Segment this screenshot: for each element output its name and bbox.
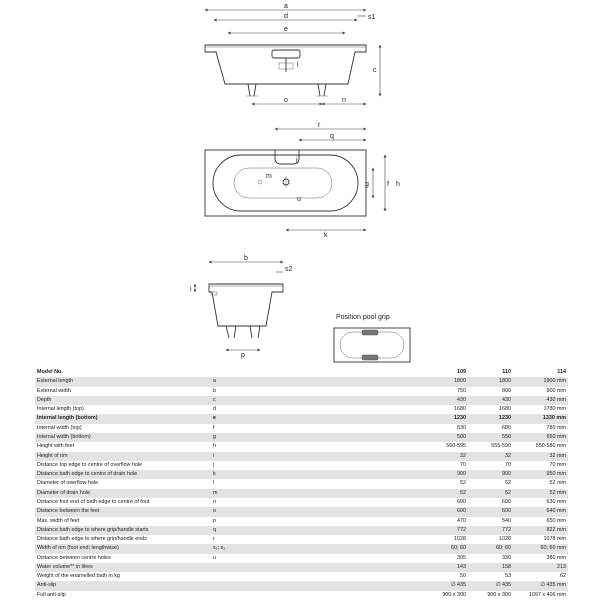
table-header-row [35,368,568,377]
table-row [35,479,568,488]
row-value-110: 70 [505,461,511,468]
row-value-109: 32 [411,452,468,461]
row-label: Height of rim [35,452,211,461]
row-label: Internal width (top) [37,424,82,431]
dim-r-label: r [318,122,321,129]
row-value-109: 52 [411,489,468,498]
row-symbol: l [213,480,215,487]
table-row [35,526,568,535]
row-value-114: 380 mm [546,554,566,561]
table-row [35,396,568,405]
dim-e-label: e [284,26,288,33]
row-value-114: 1330 mm [513,414,568,423]
table-row [35,405,568,414]
row-value-114: 62 [560,573,566,580]
row-value-110: 1680 [499,406,511,413]
table-row [35,387,568,396]
dim-n-label: n [342,97,346,104]
row-value-109: 52 [460,480,466,487]
table-row [35,554,568,563]
dim-s1-label: s1 [368,14,376,21]
row-value-114: 70 mm [549,461,566,468]
row-symbol: s₁; s₂ [211,544,411,553]
row-value-110: 1800 [468,377,513,386]
row-value-110: 430 [468,396,513,405]
row-symbol: c [211,396,411,405]
row-value-109: 1028 [454,536,466,543]
row-value-110: 600 [468,507,513,516]
header-label: Model No. [35,368,211,377]
row-label: Internal width (bottom) [35,433,211,442]
dim-l-label: l [297,62,299,69]
row-value-114: 1078 mm [543,536,566,543]
row-label: Anti-slip [35,581,211,590]
header-model-110: 110 [468,368,513,377]
row-value-114: 630 mm [546,498,566,505]
row-value-114: 60; 60 mm [513,544,568,553]
row-value-109: 600 [411,507,468,516]
top-view-drawing [205,122,400,239]
row-value-110: 772 [468,526,513,535]
row-value-110: 52 [468,489,513,498]
row-value-110: 52 [505,480,511,487]
row-value-114: 650 mm [513,433,568,442]
row-value-109: 500 [411,433,468,442]
table-row [35,563,568,572]
row-value-114: 1780 mm [543,406,566,413]
table-row [35,377,568,386]
row-symbol: h [213,443,216,450]
table-row [35,581,568,590]
row-value-109: 305 [457,554,466,561]
row-value-114: 52 mm [549,480,566,487]
dim-d-label: d [284,13,288,20]
row-value-114: 900 mm [546,387,566,394]
row-label: Weight of the enamelled bath in kg [37,573,120,580]
row-label: Distance between the feet [35,507,211,516]
row-value-110: 680 [502,424,511,431]
row-value-109: 60; 60 [411,544,468,553]
row-label: Distance bath edge to where grip/handle starts [35,526,211,535]
row-value-110: 330 [502,554,511,561]
row-value-109: 50 [460,573,466,580]
inset-title: Position pool grip [336,314,390,321]
row-symbol: r [213,536,215,543]
row-value-109: 430 [411,396,468,405]
dim-a-label: a [284,3,288,10]
row-value-109: 630 [457,424,466,431]
row-symbol: u [213,554,216,561]
row-symbol: g [211,433,411,442]
row-value-109: 1680 [454,406,466,413]
row-value-110: 540 [502,517,511,524]
row-value-109: ∅ 435 [411,581,468,590]
dim-k-label: k [324,232,328,239]
table-row [35,470,568,479]
row-symbol: a [211,377,411,386]
dim-m-label: m [266,173,272,180]
row-value-114: 52 mm [513,489,568,498]
row-label: External length [35,377,211,386]
row-label: Max. width of feet [37,517,80,524]
table-row [35,507,568,516]
header-symbol [211,368,411,377]
dim-f-label: f [387,181,389,188]
row-value-110: 1230 [468,414,513,423]
row-symbol [211,591,411,600]
dim-g-label: g [365,181,369,188]
table-row [35,442,568,451]
row-label: Diameter of drain hole [35,489,211,498]
row-value-110: 900 x 300 [487,591,511,598]
header-model-109: 109 [411,368,468,377]
row-label: Distance between centre holes [37,554,111,561]
row-symbol: b [213,387,216,394]
row-value-114: 32 mm [513,452,568,461]
row-label: Internal length (top) [37,406,84,413]
table-row [35,572,568,581]
row-value-114: 822 mm [513,526,568,535]
row-value-114: 640 mm [513,507,568,516]
table-row [35,489,568,498]
row-label: Distance foot end of bath edge to centre of foot [37,498,150,505]
row-symbol: p [213,517,216,524]
row-value-110: 53 [505,573,511,580]
dim-u-label: u [297,196,301,203]
end-view-drawing [190,255,293,359]
dim-j-label: j [296,157,298,164]
dim-s2-label: s2 [285,266,293,273]
row-value-114: 550-580 mm [535,443,566,450]
row-value-109: 772 [411,526,468,535]
row-value-109: 900 x 300 [442,591,466,598]
row-label: External width [37,387,71,394]
dim-c-label: c [373,67,377,74]
table-row [35,544,568,553]
row-label: Internal length (bottom) [35,414,211,423]
row-value-109: 750 [457,387,466,394]
dim-p-label: p [241,352,245,359]
dim-q-label: q [330,133,334,140]
row-value-109: 143 [411,563,468,572]
dim-o-label: o [284,97,288,104]
row-value-114: 950 mm [513,470,568,479]
row-label: Full anti-slip [37,591,66,598]
row-value-109: 600 [457,498,466,505]
header-model-114: 114 [513,368,568,377]
dim-i-label: i [190,286,192,293]
row-value-114: ∅ 435 mm [513,581,568,590]
row-value-109: 560-595 [446,443,466,450]
row-value-109: 900 [411,470,468,479]
row-value-114: 1097 x 406 mm [528,591,566,598]
row-label: Depth [35,396,211,405]
row-label: Distance bath edge to centre of drain hole [35,470,211,479]
row-value-110: 600 [502,498,511,505]
row-value-114: 213 [513,563,568,572]
side-view-drawing [205,3,380,104]
row-label: Width of rim (foot end; lengthwise) [35,544,211,553]
row-symbol: i [211,452,411,461]
row-value-110: 555-590 [491,443,511,450]
table-row [35,424,568,433]
row-symbol [211,572,411,581]
row-symbol: q [211,526,411,535]
row-value-110: 900 [468,470,513,479]
row-label: Water volume** in litres [35,563,211,572]
row-label: Diameter of overflow hole [37,480,99,487]
dim-h-label: h [396,181,400,188]
row-value-114: 1900 mm [513,377,568,386]
table-row [35,414,568,423]
row-value-109: 1800 [411,377,468,386]
table-row [35,517,568,526]
row-value-109: 70 [460,461,466,468]
row-value-110: 32 [468,452,513,461]
row-symbol: f [213,424,215,431]
row-value-110: 800 [502,387,511,394]
row-value-110: 1028 [499,536,511,543]
table-row [35,535,568,544]
pool-grip-inset [334,314,410,362]
row-symbol [211,563,411,572]
table-row [35,452,568,461]
row-symbol: o [211,507,411,516]
row-value-114: 780 mm [546,424,566,431]
table-row [35,461,568,470]
row-symbol: j [213,461,215,468]
row-symbol: m [211,489,411,498]
table-row [35,591,568,600]
row-label: Height with feet [37,443,75,450]
row-symbol: k [211,470,411,479]
row-value-109: 1230 [411,414,468,423]
row-value-110: 60; 60 [468,544,513,553]
row-label: Distance bath edge to where grip/handle ends [37,536,147,543]
table-row [35,498,568,507]
row-value-109: 470 [457,517,466,524]
row-symbol: e [211,414,411,423]
row-symbol: n [213,498,216,505]
row-value-110: 158 [468,563,513,572]
row-value-110: 550 [468,433,513,442]
row-value-110: ∅ 435 [468,581,513,590]
row-symbol: d [213,406,216,413]
dim-b-label: b [244,255,248,262]
row-value-114: 430 mm [513,396,568,405]
row-label: Distance top edge to centre of overflow hole [37,461,143,468]
row-value-114: 650 mm [546,517,566,524]
table-row [35,433,568,442]
row-symbol [211,581,411,590]
specification-table [35,368,568,600]
